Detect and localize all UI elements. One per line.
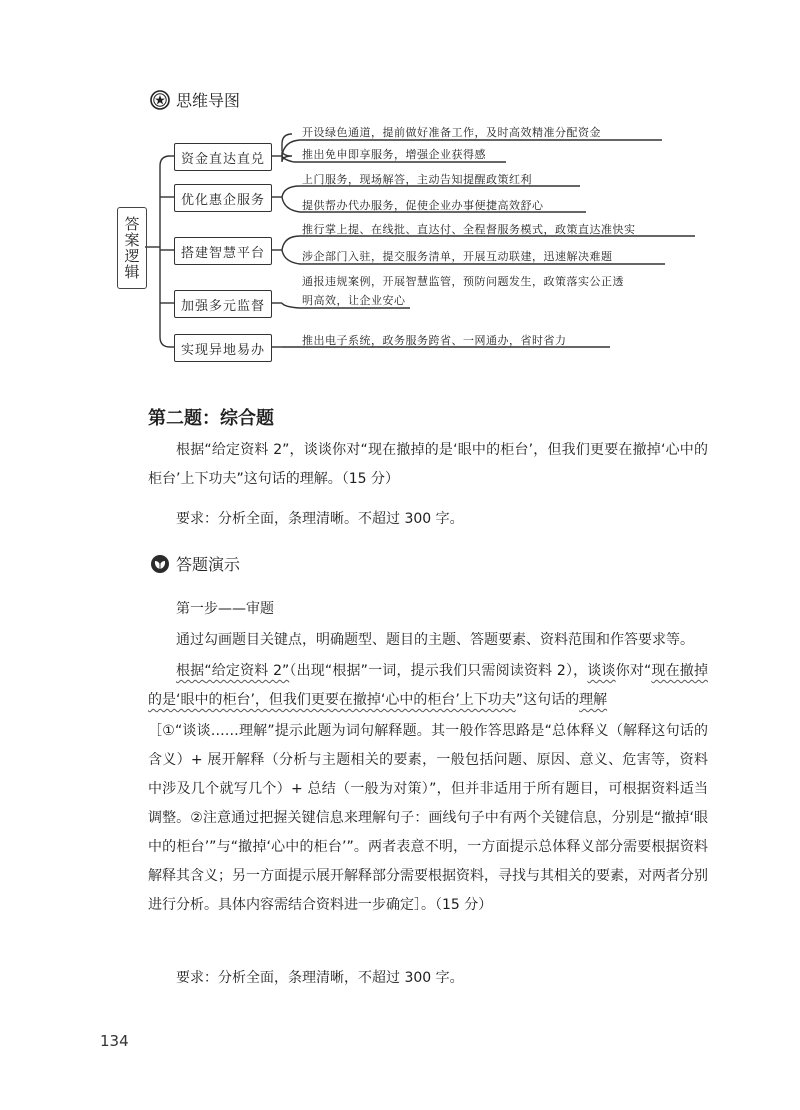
keyword-quote: 现在撤掉的是‘眼中的柜台’，但我们更要在撤掉‘心中的柜台’上下功夫 xyxy=(148,663,708,708)
annotation-text: 你对“ xyxy=(615,663,652,679)
branch-2-detail-2: 提供帮办代办服务，促使企业办事便捷高效舒心 xyxy=(302,199,544,212)
branch-node-4: 加强多元监督 xyxy=(174,290,272,318)
question-prompt: 根据“给定资料 2”，谈谈你对“现在撤掉的是‘眼中的柜台’，但我们更要在撤掉‘心中的柜台’上下功夫”这句话的理解。（15 分） xyxy=(148,442,708,487)
mind-map-root: 答案逻辑 xyxy=(117,207,147,289)
keyword-genju: 根据 xyxy=(176,663,205,679)
branch-3-detail-2: 涉企部门入驻，提交服务清单，开展互动联建，迅速解决难题 xyxy=(302,250,613,263)
question-title: 第二题：综合题 xyxy=(148,408,274,429)
demo-heading xyxy=(150,552,240,575)
demo-step: 第一步——审题 xyxy=(176,601,274,617)
leaf-icon xyxy=(150,554,170,574)
mind-map-connectors xyxy=(0,0,800,380)
mindmap-heading-label: 思维导图 xyxy=(176,91,241,110)
keyword-lijie: 理解 xyxy=(579,692,608,708)
branch-5-detail-1: 推出电子系统，政务服务跨省、一网通办，省时省力 xyxy=(302,334,567,347)
branch-node-2: 优化惠企服务 xyxy=(174,184,272,212)
branch-1-detail-2: 推出免申即享服务，增强企业获得感 xyxy=(302,148,486,161)
demo-requirement: 要求：分析全面，条理清晰，不超过 300 字。 xyxy=(176,970,464,986)
branch-node-1: 资金直达直兑 xyxy=(174,143,272,171)
annotated-question xyxy=(148,657,708,715)
page-number: 134 xyxy=(100,1032,129,1050)
branch-4-detail-2: 明高效，让企业安心 xyxy=(302,294,406,307)
branch-node-5: 实现异地易办 xyxy=(174,334,272,362)
annotation-text-2: ”这句话的 xyxy=(515,692,580,708)
explanation-paragraph: ［①“谈谈……理解”提示此题为词句解释题。其一般作答思路是“总体释义（解释这句话的含义）+ 展开解释（分析与主题相关的要素，一般包括问题、原因、意义、危害等，资料中涉及几个就写几个）+ 总结（一般为对策）”，但并非适用于所有题目，可根据资料适当调整。②注意通过把握关键信息来理解句子：画线句子中有两个关键信息，分别是“撤掉‘眼中的柜台’”与“撤掉‘心中的柜台’”。两者表意不明，一方面提示总体释义部分需要根据资料解释其含义；另一方面提示展开解释部分需要根据资料，寻找与其相关的要素，对两者分别进行分析。具体内容需结合资料进一步确定］。（15 分） xyxy=(148,723,708,913)
demo-intro: 通过勾画题目关键点，明确题型、题目的主题、答题要素、资料范围和作答要求等。 xyxy=(176,632,694,648)
keyword-material: “给定资料 2” xyxy=(204,663,290,679)
mind-map xyxy=(0,0,800,380)
demo-heading-label: 答题演示 xyxy=(176,555,241,574)
branch-2-detail-1: 上门服务，现场解答，主动告知提醒政策红利 xyxy=(302,173,532,186)
keyword-tantan: 谈谈 xyxy=(587,663,616,679)
branch-node-3: 搭建智慧平台 xyxy=(174,237,272,265)
branch-1-detail-1: 开设绿色通道，提前做好准备工作，及时高效精准分配资金 xyxy=(302,126,601,139)
question-requirement: 要求：分析全面，条理清晰。不超过 300 字。 xyxy=(176,511,464,527)
annotation-note: （出现“根据”一词，提示我们只需阅读资料 2）， xyxy=(289,663,588,679)
branch-4-detail-1: 通报违规案例，开展智慧监管，预防问题发生，政策落实公正透 xyxy=(302,275,624,288)
branch-3-detail-1: 推行掌上提、在线批、直达付、全程督服务模式，政策直达准快实 xyxy=(302,223,636,236)
